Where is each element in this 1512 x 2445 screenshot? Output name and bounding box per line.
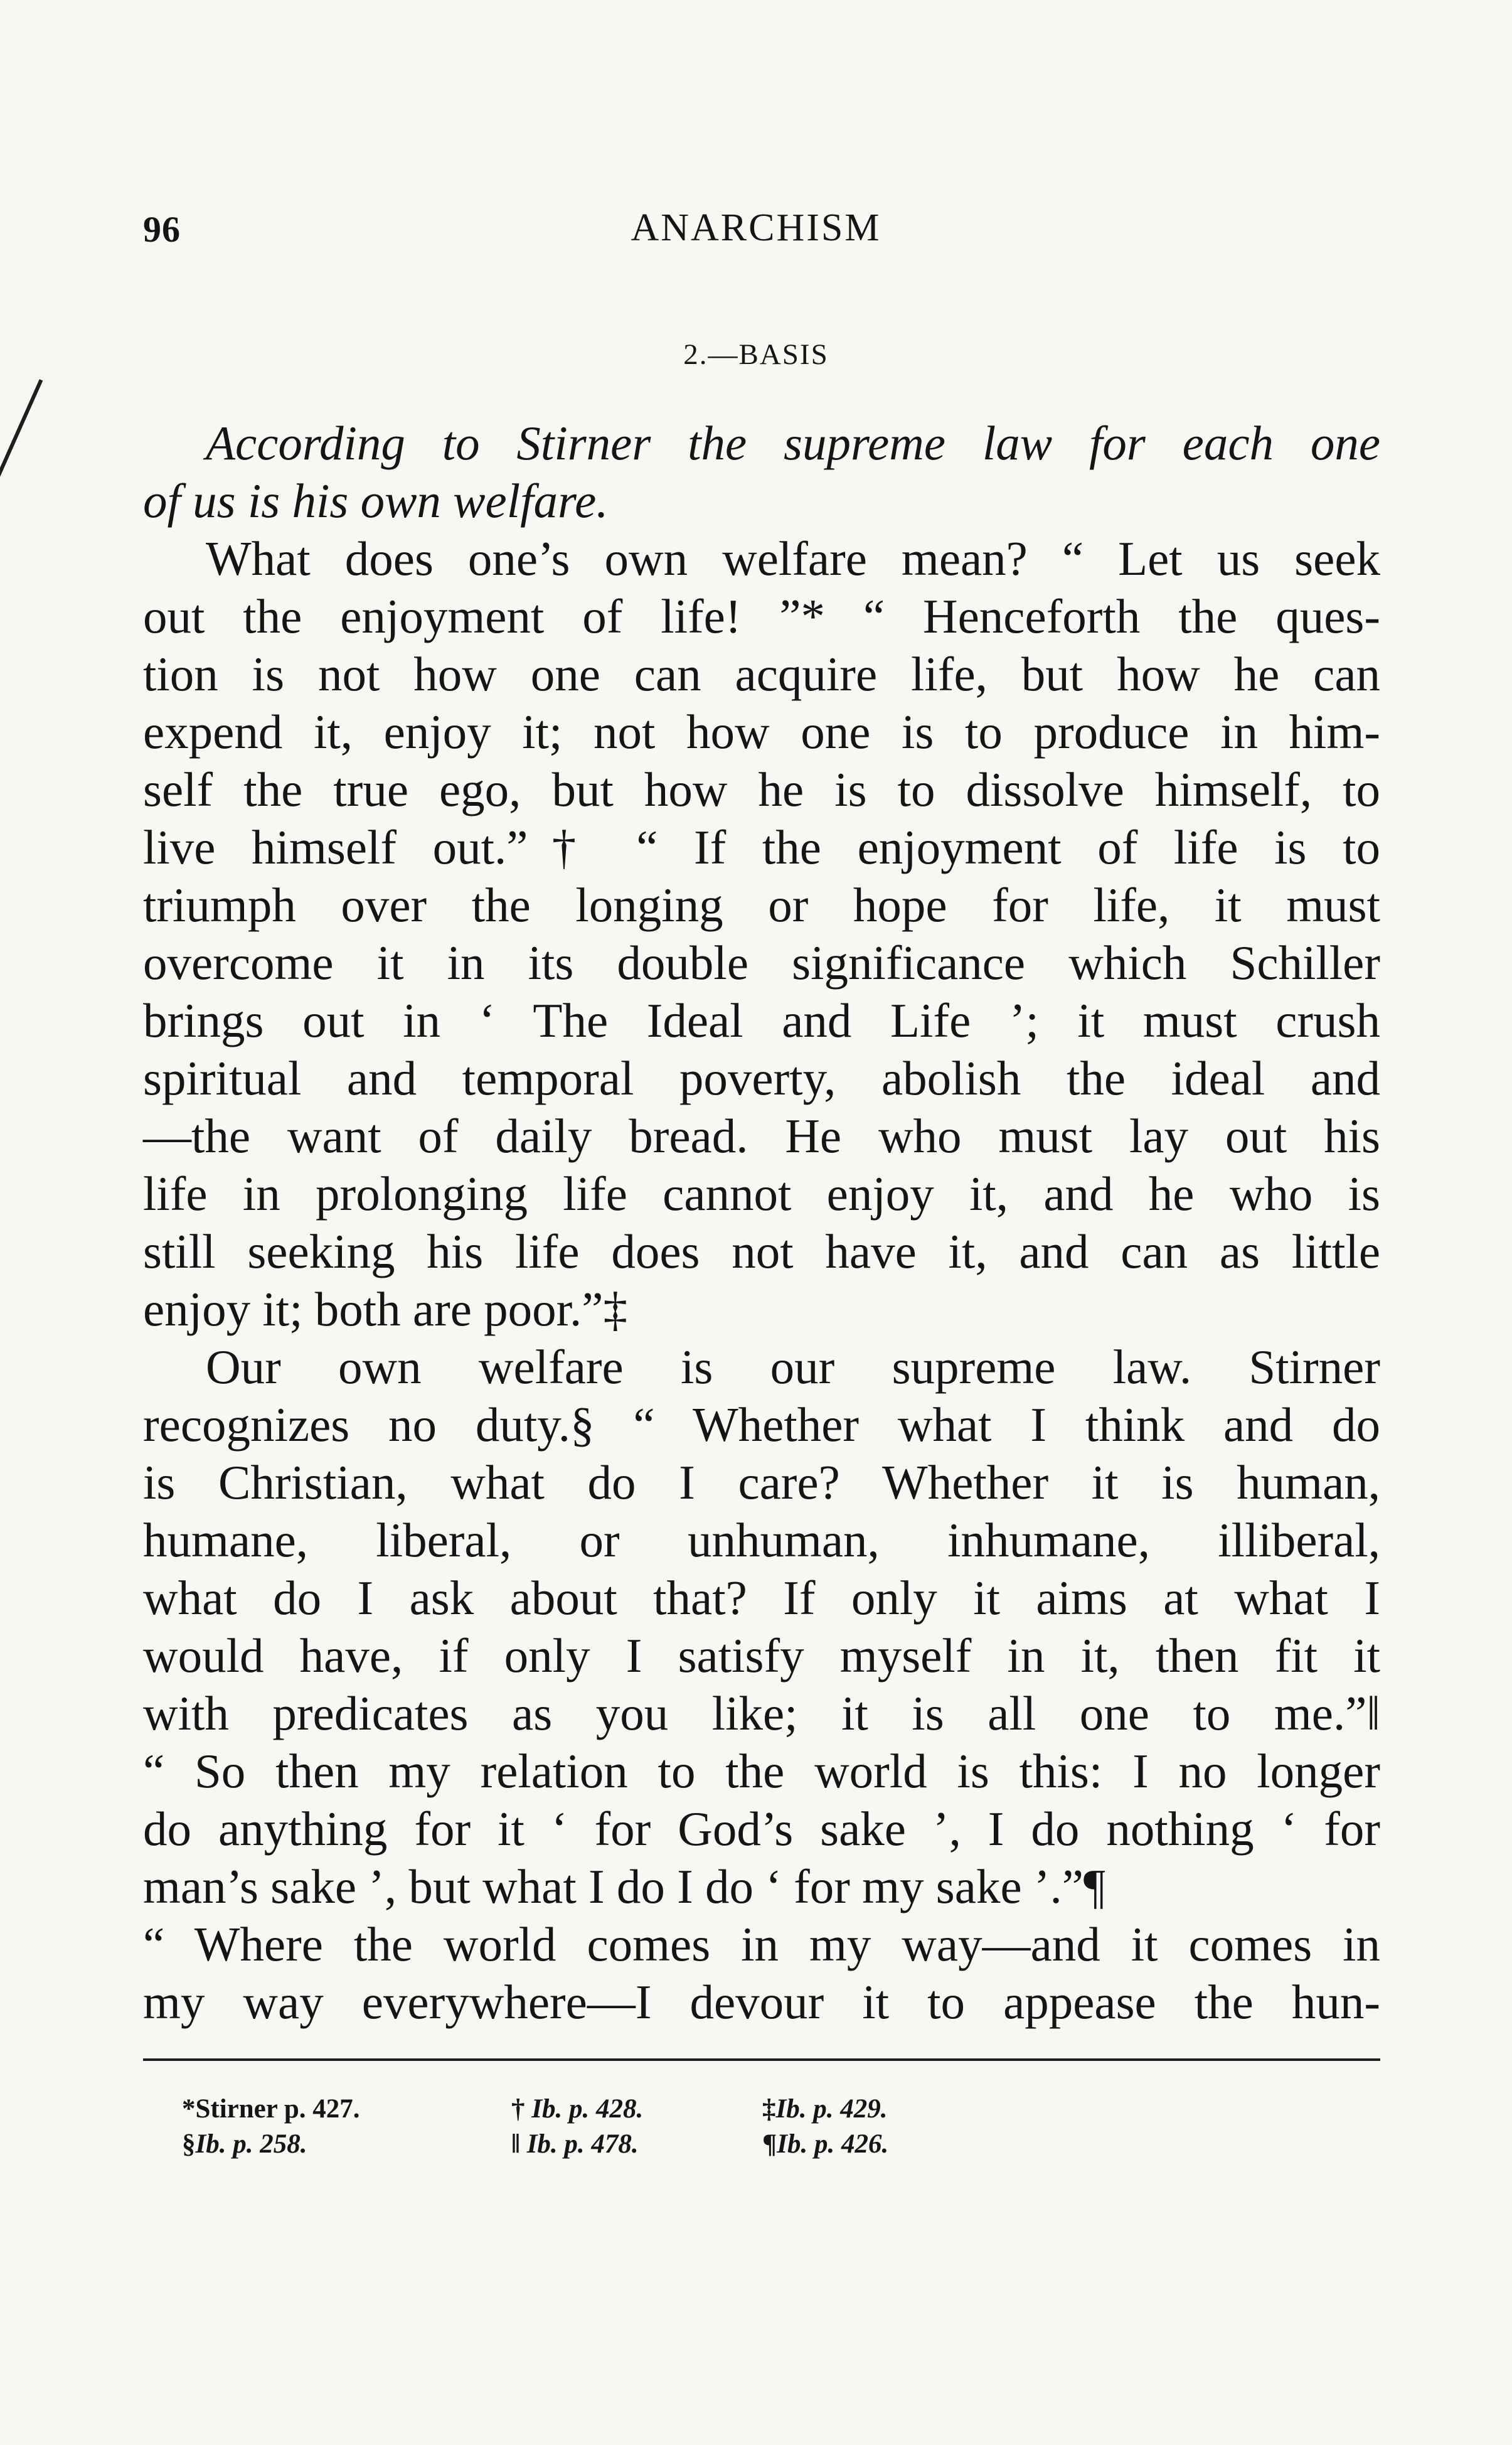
footnote-mark: § (182, 2129, 196, 2159)
footnote (511, 2129, 639, 2159)
footnote-mark: * (182, 2094, 196, 2124)
footnote (762, 2094, 887, 2124)
running-title: ANARCHISM (631, 206, 881, 249)
text-line (143, 1165, 1380, 1222)
text-line (143, 1569, 1380, 1627)
text-line (143, 1222, 1380, 1280)
text-line-content: Our own welfare is our supreme law. Stirner (206, 1340, 1380, 1394)
text-line-content: humane, liberal, or unhuman, inhumane, illiberal, (143, 1513, 1380, 1567)
text-line (143, 818, 1380, 876)
text-line (143, 761, 1380, 818)
footnote (182, 2129, 307, 2159)
text-line-content: spiritual and temporal poverty, abolish the ideal and (143, 1051, 1380, 1105)
text-line-content: —the want of daily bread. He who must lay out his (143, 1109, 1380, 1163)
footnote (511, 2094, 643, 2124)
text-line (206, 414, 1380, 472)
footnote-reference: Ib. p. 429. (775, 2094, 888, 2124)
footnote-mark: ¶ (762, 2129, 777, 2159)
footnote-mark: ‡ (762, 2094, 776, 2124)
text-line-content: According to Stirner the supreme law for each one (206, 416, 1380, 470)
text-line (143, 703, 1380, 761)
text-line (143, 1107, 1380, 1165)
text-line-content: my way everywhere—I devour it to appease the hun- (143, 1975, 1380, 2029)
text-line-content: What does one’s own welfare mean? “ Let us seek (206, 532, 1380, 586)
text-line (206, 530, 1380, 587)
section-heading: 2.—BASIS (683, 338, 829, 371)
footnote-reference: Ib. p. 426. (777, 2129, 889, 2159)
footnote-reference: Stirner p. 427. (195, 2094, 360, 2124)
text-line (143, 1453, 1380, 1511)
text-line-content: still seeking his life does not have it, and can as little (143, 1224, 1380, 1278)
text-line (143, 876, 1380, 934)
text-line-content: do anything for it ‘ for God’s sake ’, I do nothing ‘ for (143, 1802, 1380, 1856)
text-line-content: would have, if only I satisfy myself in it, then fit it (143, 1629, 1380, 1683)
text-line-content: “ So then my relation to the world is this: I no longer (143, 1744, 1380, 1798)
text-line-content: out the enjoyment of life! ”* “ Henceforth the ques- (143, 589, 1380, 643)
footnote (182, 2094, 360, 2124)
text-line (143, 1396, 1380, 1453)
text-line (143, 934, 1380, 992)
text-line-content: recognizes no duty.§ “ Whether what I think and do (143, 1398, 1380, 1452)
text-line-content: triumph over the longing or hope for life, it must (143, 878, 1380, 932)
text-line (143, 1858, 1380, 1915)
text-line-content: self the true ego, but how he is to dissolve himself, to (143, 762, 1380, 816)
text-line-content: expend it, enjoy it; not how one is to produce in him- (143, 705, 1380, 759)
text-line (143, 1742, 1380, 1800)
text-line (143, 1049, 1380, 1107)
footnote-reference: Ib. p. 428. (531, 2094, 644, 2124)
text-line-content: “ Where the world comes in my way—and it comes in (143, 1917, 1380, 1971)
footnote-mark: ‖ (511, 2129, 527, 2159)
footnote-reference: Ib. p. 478. (526, 2129, 639, 2159)
text-line-content: what do I ask about that? If only it aims at what I (143, 1571, 1380, 1625)
text-line (206, 1338, 1380, 1396)
text-line (143, 472, 1380, 530)
text-line (143, 1627, 1380, 1684)
text-line-content: with predicates as you like; it is all one to me.”‖ (143, 1686, 1380, 1740)
margin-pen-mark (0, 379, 43, 478)
footnote-mark: † (511, 2094, 532, 2124)
text-line-content: is Christian, what do I care? Whether it is human, (143, 1455, 1380, 1509)
text-line-content: man’s sake ’, but what I do I do ‘ for my sake ’.”¶ (143, 1859, 1105, 1913)
text-line-content: tion is not how one can acquire life, but how he can (143, 647, 1380, 701)
text-line-content: live himself out.”† “ If the enjoyment of life is to (143, 820, 1380, 874)
footnote (762, 2129, 888, 2159)
text-line-content: overcome it in its double significance which Schiller (143, 936, 1380, 990)
text-line-content: brings out in ‘ The Ideal and Life ’; it must crush (143, 993, 1380, 1047)
text-line (143, 587, 1380, 645)
text-line (143, 645, 1380, 703)
text-line (143, 1684, 1380, 1742)
text-line (143, 1800, 1380, 1858)
page-number: 96 (143, 209, 181, 250)
text-line (143, 1973, 1380, 2031)
footnote-reference: Ib. p. 258. (195, 2129, 307, 2159)
text-line (143, 1280, 1380, 1338)
text-line-content: life in prolonging life cannot enjoy it, and he who is (143, 1167, 1380, 1221)
text-line-content: of us is his own welfare. (143, 474, 609, 528)
text-line (143, 1511, 1380, 1569)
text-line (143, 1915, 1380, 1973)
text-line (143, 992, 1380, 1049)
text-line-content: enjoy it; both are poor.”‡ (143, 1282, 627, 1336)
footnote-rule (143, 2058, 1380, 2061)
